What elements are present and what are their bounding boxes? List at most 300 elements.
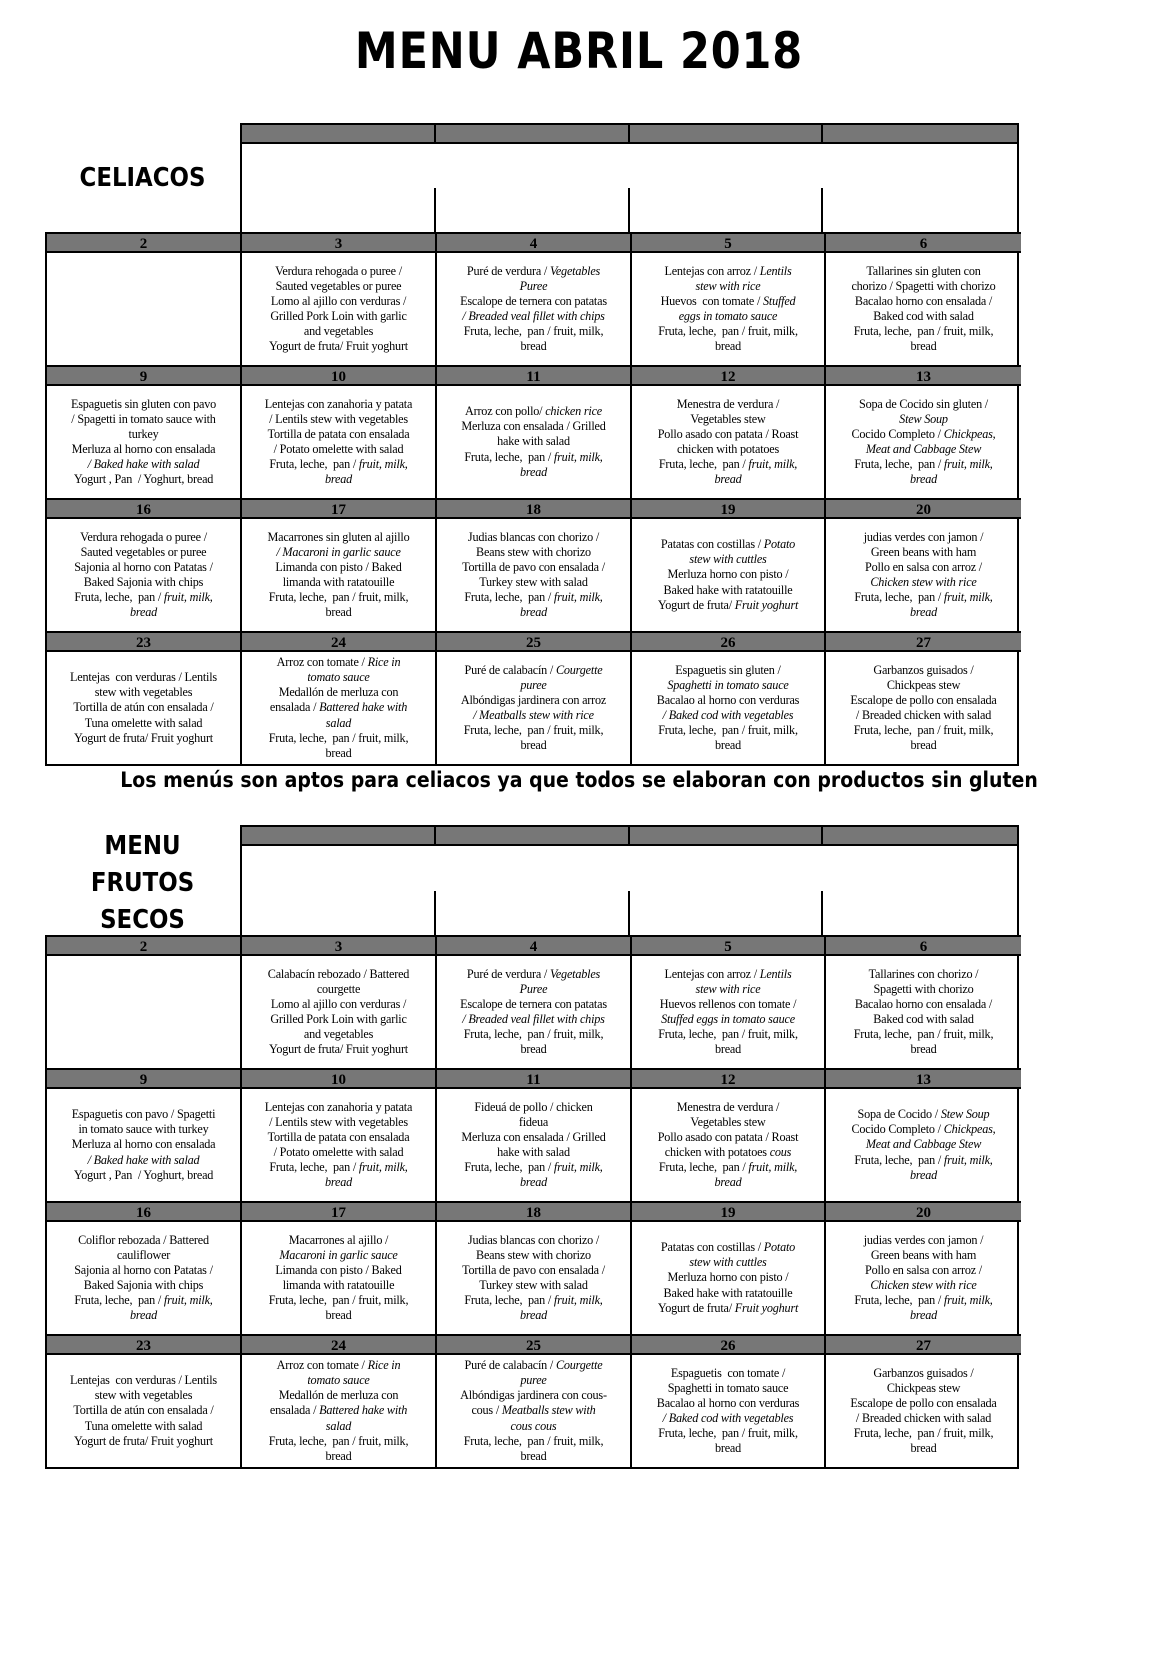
menu-line: Merluza al horno con ensalada bbox=[71, 442, 216, 456]
menu-line: Escalope de pollo con ensalada bbox=[850, 692, 997, 707]
menu-line: bread bbox=[910, 1308, 937, 1323]
day-number: 9 bbox=[47, 1068, 242, 1089]
menu-line: / Macaroni in garlic sauce bbox=[276, 544, 401, 559]
menu-line: Baked Sajonia with chips bbox=[83, 1278, 204, 1292]
menu-line: bread bbox=[910, 1042, 937, 1057]
menu-line: Espaguetis con tomate / bbox=[670, 1365, 786, 1380]
day-number: 6 bbox=[826, 935, 1021, 956]
menu-line: fideua bbox=[518, 1114, 549, 1129]
menu-line: Sauted vegetables or puree bbox=[80, 544, 207, 559]
menu-line: bread bbox=[910, 605, 937, 620]
menu-line: bread bbox=[520, 464, 547, 479]
day-number: 11 bbox=[437, 365, 632, 386]
menu-cell bbox=[826, 519, 1021, 631]
menu-line: Yogurt de fruta/ Fruit yoghurt bbox=[268, 1042, 408, 1057]
menu-line: Vegetables stew bbox=[690, 1114, 766, 1129]
menu-line: Puree bbox=[519, 981, 548, 996]
menu-line: and vegetables bbox=[303, 1027, 374, 1042]
menu-line: bread bbox=[130, 1308, 157, 1323]
menu-cell bbox=[47, 652, 242, 764]
menu-cell bbox=[242, 386, 437, 498]
menu-cell bbox=[437, 253, 632, 365]
week-row bbox=[47, 935, 1017, 1068]
menu-line: Fruta, leche, pan / fruit, milk, bbox=[853, 1426, 994, 1441]
menu-line: salad bbox=[325, 715, 352, 730]
menu-line: Spagetti with chorizo bbox=[873, 981, 974, 996]
menu-line: Yogurt de fruta/ Fruit yoghurt bbox=[268, 339, 408, 354]
menu-line: Albóndigas jardinera con arroz bbox=[460, 692, 607, 707]
menu-line: Espaguetis sin gluten con pavo bbox=[71, 396, 216, 411]
menu-line: Fruta, leche, pan / fruit, milk, bbox=[74, 590, 213, 605]
menu-line: Medallón de merluza con bbox=[278, 1388, 399, 1403]
menu-line: Meat and Cabbage Stew bbox=[865, 442, 982, 456]
menu-line: Coliflor rebozada / Battered bbox=[78, 1232, 209, 1247]
menu-line: Lomo al ajillo con verduras / bbox=[270, 996, 407, 1011]
menu-cell bbox=[826, 1355, 1021, 1467]
day-number: 5 bbox=[632, 232, 826, 253]
menu-line: Sajonia al horno con Patatas / bbox=[74, 559, 213, 574]
menu-cell bbox=[437, 652, 632, 764]
menu-line: Macarrones sin gluten al ajillo bbox=[267, 529, 410, 544]
menu-cell bbox=[632, 652, 826, 764]
menu-cell bbox=[437, 386, 632, 498]
menu-line: Fruta, leche, pan / fruit, milk, bbox=[854, 1152, 993, 1167]
menu-line: Bacalao horno con ensalada / bbox=[854, 293, 993, 308]
menu-line: Lentejas con arroz / Lentils bbox=[664, 263, 792, 278]
menu-cell bbox=[826, 652, 1021, 764]
menu-line: Fruta, leche, pan / fruit, milk, bbox=[268, 730, 409, 745]
menu-line: / Potato omelette with salad bbox=[273, 1145, 404, 1159]
menu-line: cous cous bbox=[510, 1418, 557, 1433]
menu-line: Merluza al horno con ensalada bbox=[71, 1137, 216, 1152]
menu-line: Baked cod with salad bbox=[873, 309, 974, 323]
menu-line: Pollo en salsa con arroz / bbox=[865, 559, 982, 574]
menu-cell bbox=[632, 1222, 826, 1334]
menu-line: Chicken stew with rice bbox=[870, 575, 977, 589]
menu-line: Grilled Pork Loin with garlic bbox=[270, 1012, 407, 1026]
menu-line: bread bbox=[714, 1042, 742, 1057]
menu-line: bread bbox=[910, 1441, 937, 1456]
menu-line: Beans stew with chorizo bbox=[476, 1247, 591, 1262]
menu-cell bbox=[632, 1355, 826, 1467]
menu-line: / Breaded chicken with salad bbox=[855, 1411, 992, 1425]
menu-cell bbox=[632, 956, 826, 1068]
menu-line: hake with salad bbox=[497, 434, 570, 449]
menu-line: Yogurt , Pan / Yoghurt, bread bbox=[73, 1167, 214, 1182]
menu-line: Yogurt de fruta/ Fruit yoghurt bbox=[73, 1433, 213, 1448]
menu-cell bbox=[632, 1089, 826, 1201]
menu-line: limanda with ratatouille bbox=[282, 575, 395, 589]
menu-line: judias verdes con jamon / bbox=[863, 1232, 984, 1247]
menu-line: Fruta, leche, pan / fruit, milk, bbox=[853, 324, 994, 339]
day-number: 20 bbox=[826, 498, 1021, 519]
day-number: 12 bbox=[632, 365, 826, 386]
menu-line: stew with cuttles bbox=[689, 1255, 767, 1270]
menu-line: Espaguetis con pavo / Spagetti bbox=[71, 1107, 216, 1122]
menu-line: bread bbox=[325, 472, 352, 487]
day-number: 17 bbox=[242, 1201, 437, 1222]
day-number: 13 bbox=[826, 365, 1021, 386]
menu-line: salad bbox=[325, 1418, 352, 1433]
day-number: 6 bbox=[826, 232, 1021, 253]
menu-line: Sauted vegetables or puree bbox=[275, 278, 402, 293]
menu-line: stew with vegetables bbox=[94, 1388, 193, 1403]
menu-line: bread bbox=[325, 605, 352, 620]
menu-line: Puré de calabacín / Courgette bbox=[464, 662, 603, 677]
menu-line: Baked Sajonia with chips bbox=[83, 575, 204, 589]
menu-line: Baked cod with salad bbox=[873, 1012, 974, 1026]
menu-line: bread bbox=[714, 1175, 742, 1190]
menu-line: Fruta, leche, pan / fruit, milk, bbox=[464, 1293, 603, 1308]
menu-line: Tortilla de patata con ensalada bbox=[267, 426, 410, 441]
day-number: 23 bbox=[47, 1334, 242, 1355]
menu-line: / Potato omelette with salad bbox=[273, 442, 404, 456]
menu-line: bread bbox=[520, 1175, 547, 1190]
menu-line: Sopa de Cocido / Stew Soup bbox=[857, 1107, 990, 1122]
week-row bbox=[47, 232, 1017, 365]
menu-line: Menestra de verdura / bbox=[676, 396, 780, 411]
menu-line: Arroz con tomate / Rice in bbox=[276, 655, 401, 670]
menu-line: Tortilla de atún con ensalada / bbox=[73, 1403, 214, 1418]
day-number: 10 bbox=[242, 365, 437, 386]
menu-line: Lomo al ajillo con verduras / bbox=[270, 293, 407, 308]
menu-line: Turkey stew with salad bbox=[479, 575, 588, 589]
menu-line: Sajonia al horno con Patatas / bbox=[74, 1262, 213, 1277]
menu-line: / Breaded veal fillet with chips bbox=[462, 1012, 605, 1026]
menu-line: bread bbox=[910, 472, 937, 487]
menu-line: Puree bbox=[519, 278, 548, 293]
day-number: 27 bbox=[826, 631, 1021, 652]
day-number: 23 bbox=[47, 631, 242, 652]
menu-line: Tortilla de pavo con ensalada / bbox=[462, 1262, 605, 1277]
menu-line: Chickpeas stew bbox=[886, 1380, 961, 1395]
menu-cell bbox=[242, 956, 437, 1068]
menu-line: Yogurt de fruta/ Fruit yoghurt bbox=[73, 730, 213, 745]
menu-line: Tuna omelette with salad bbox=[84, 715, 203, 730]
menu-line: Vegetables stew bbox=[690, 411, 766, 426]
menu-line: Cocido Completo / Chickpeas, bbox=[851, 1122, 996, 1137]
menu-line: stew with rice bbox=[695, 278, 761, 293]
menu-line: Merluza con ensalada / Grilled bbox=[461, 1129, 606, 1144]
menu-line: Merluza con ensalada / Grilled bbox=[461, 419, 606, 434]
menu-line: Judias blancas con chorizo / bbox=[467, 1232, 600, 1247]
menu-line: bread bbox=[325, 1448, 352, 1463]
menu-line: chicken with potatoes cous bbox=[664, 1145, 792, 1159]
menu-cell bbox=[47, 1355, 242, 1467]
day-number: 13 bbox=[826, 1068, 1021, 1089]
menu-cell bbox=[437, 1355, 632, 1467]
day-number: 16 bbox=[47, 1201, 242, 1222]
menu-line: Green beans with ham bbox=[870, 1247, 977, 1262]
menu-line: Baked hake with ratatouille bbox=[663, 582, 793, 597]
menu-line: Garbanzos guisados / bbox=[873, 662, 974, 677]
menu-line: bread bbox=[130, 605, 157, 620]
menu-line: Patatas con costillas / Potato bbox=[660, 537, 796, 552]
menu-line: Chickpeas stew bbox=[886, 677, 961, 692]
menu-line: Fruta, leche, pan / fruit, milk, bbox=[74, 1293, 213, 1308]
menu-line: Lentejas con verduras / Lentils bbox=[70, 1373, 217, 1388]
menu-table-celiacos bbox=[45, 232, 1019, 766]
menu-line: bread bbox=[714, 738, 742, 753]
menu-line: bread bbox=[325, 1175, 352, 1190]
menu-line: Fruta, leche, pan / fruit, milk, bbox=[658, 1426, 798, 1441]
menu-line: Lentejas con zanahoria y patata bbox=[264, 1099, 413, 1114]
menu-line: Cocido Completo / Chickpeas, bbox=[851, 426, 996, 441]
menu-table-frutos-secos bbox=[45, 935, 1019, 1469]
menu-line: Arroz con tomate / Rice in bbox=[276, 1358, 401, 1373]
day-number: 19 bbox=[632, 1201, 826, 1222]
menu-line: bread bbox=[520, 1448, 547, 1463]
footer-note: Los menús son aptos para celiacos ya que todos se elaboran con productos sin gluten bbox=[120, 768, 1038, 792]
menu-line: Lentejas con arroz / Lentils bbox=[664, 966, 792, 981]
menu-line: / Lentils stew with vegetables bbox=[269, 411, 408, 426]
menu-line: Fruta, leche, pan / fruit, milk, bbox=[463, 1027, 604, 1042]
day-number: 25 bbox=[437, 631, 632, 652]
menu-line: Fruta, leche, pan / fruit, milk, bbox=[658, 457, 798, 472]
menu-line: Tortilla de atún con ensalada / bbox=[73, 700, 214, 715]
menu-line: Puré de calabacín / Courgette bbox=[464, 1358, 603, 1373]
menu-line: Escalope de pollo con ensalada bbox=[850, 1395, 997, 1410]
menu-cell bbox=[242, 1089, 437, 1201]
menu-line: Spaghetti in tomato sauce bbox=[667, 677, 789, 692]
menu-line: Fruta, leche, pan / fruit, milk, bbox=[658, 324, 798, 339]
menu-line: Bacalao al horno con verduras bbox=[656, 1395, 800, 1410]
menu-line: Limanda con pisto / Baked bbox=[275, 559, 402, 574]
menu-line: Judias blancas con chorizo / bbox=[467, 529, 600, 544]
menu-line: Albóndigas jardinera con cous- bbox=[460, 1388, 607, 1403]
menu-line: Lentejas con verduras / Lentils bbox=[70, 670, 217, 685]
menu-line: Tallarines con chorizo / bbox=[868, 966, 979, 981]
menu-line: turkey bbox=[128, 426, 159, 441]
menu-line: stew with vegetables bbox=[94, 685, 193, 700]
menu-line: Macarrones al ajillo / bbox=[288, 1232, 389, 1247]
day-number: 12 bbox=[632, 1068, 826, 1089]
menu-line: Fruta, leche, pan / fruit, milk, bbox=[853, 1027, 994, 1042]
day-number: 3 bbox=[242, 232, 437, 253]
day-number: 16 bbox=[47, 498, 242, 519]
day-number: 20 bbox=[826, 1201, 1021, 1222]
menu-cell bbox=[47, 1089, 242, 1201]
menu-line: Pollo en salsa con arroz / bbox=[865, 1262, 982, 1277]
menu-line: ensalada / Battered hake with bbox=[269, 1403, 408, 1418]
menu-line: Turkey stew with salad bbox=[479, 1278, 588, 1292]
menu-line: Verdura rehogada o puree / bbox=[275, 263, 402, 278]
menu-line: stew with cuttles bbox=[689, 552, 767, 567]
menu-line: / Breaded chicken with salad bbox=[855, 708, 992, 722]
menu-line: Baked hake with ratatouille bbox=[663, 1285, 793, 1300]
menu-cell bbox=[437, 519, 632, 631]
menu-line: / Baked hake with salad bbox=[87, 457, 200, 472]
day-number: 4 bbox=[437, 935, 632, 956]
menu-cell bbox=[826, 386, 1021, 498]
week-row bbox=[47, 1334, 1017, 1467]
menu-line: Fruta, leche, pan / fruit, milk, bbox=[854, 1293, 993, 1308]
menu-line: courgette bbox=[316, 981, 361, 996]
menu-line: Menestra de verdura / bbox=[676, 1099, 780, 1114]
day-number: 5 bbox=[632, 935, 826, 956]
menu-line: tomato sauce bbox=[307, 670, 370, 685]
week-row bbox=[47, 365, 1017, 498]
menu-line: / Baked cod with vegetables bbox=[662, 708, 794, 722]
menu-cell bbox=[47, 519, 242, 631]
menu-line: Escalope de ternera con patatas bbox=[460, 293, 607, 308]
menu-line: Spaghetti in tomato sauce bbox=[667, 1380, 789, 1395]
header-blank-row bbox=[240, 123, 1019, 234]
menu-line: Tuna omelette with salad bbox=[84, 1418, 203, 1433]
menu-line: Arroz con pollo/ chicken rice bbox=[464, 404, 602, 419]
menu-line: in tomato sauce with turkey bbox=[78, 1122, 209, 1137]
menu-line: hake with salad bbox=[497, 1145, 570, 1159]
week-row bbox=[47, 1201, 1017, 1334]
menu-line: Merluza horno con pisto / bbox=[667, 1270, 789, 1285]
menu-cell bbox=[826, 956, 1021, 1068]
menu-cell bbox=[47, 253, 242, 365]
menu-line: Fruta, leche, pan / fruit, milk, bbox=[854, 590, 993, 605]
menu-cell bbox=[242, 1222, 437, 1334]
menu-line: Green beans with ham bbox=[870, 544, 977, 559]
menu-line: Sopa de Cocido sin gluten / bbox=[859, 396, 988, 411]
menu-line: Fruta, leche, pan / fruit, milk, bbox=[269, 1160, 408, 1175]
day-number: 10 bbox=[242, 1068, 437, 1089]
day-number: 24 bbox=[242, 631, 437, 652]
menu-line: Garbanzos guisados / bbox=[873, 1365, 974, 1380]
day-number: 18 bbox=[437, 1201, 632, 1222]
day-number: 26 bbox=[632, 1334, 826, 1355]
menu-line: limanda with ratatouille bbox=[282, 1278, 395, 1292]
day-number: 24 bbox=[242, 1334, 437, 1355]
menu-line: Tallarines sin gluten con bbox=[866, 263, 981, 278]
menu-cell bbox=[47, 386, 242, 498]
menu-line: bread bbox=[714, 339, 742, 354]
menu-line: chorizo / Spagetti with chorizo bbox=[851, 278, 996, 293]
menu-line: Meat and Cabbage Stew bbox=[865, 1137, 982, 1152]
page-title: MENU ABRIL 2018 bbox=[354, 22, 804, 80]
menu-line: Pollo asado con patata / Roast bbox=[657, 1129, 799, 1144]
menu-line: bread bbox=[520, 1308, 547, 1323]
menu-line: cauliflower bbox=[116, 1247, 171, 1262]
menu-line: Fruta, leche, pan / fruit, milk, bbox=[658, 1160, 798, 1175]
menu-label-celiacos: CELIACOS bbox=[79, 163, 206, 193]
menu-line: / Breaded veal fillet with chips bbox=[462, 309, 605, 323]
menu-cell bbox=[242, 1355, 437, 1467]
menu-line: Puré de verdura / Vegetables bbox=[466, 966, 601, 981]
menu-line: cous / Meatballs stew with bbox=[471, 1403, 596, 1418]
menu-line: Lentejas con zanahoria y patata bbox=[264, 396, 413, 411]
menu-line: Fruta, leche, pan / fruit, milk, bbox=[658, 1027, 798, 1042]
menu-cell bbox=[826, 1089, 1021, 1201]
menu-line: Fruta, leche, pan / fruit, milk, bbox=[269, 457, 408, 472]
menu-line: Tortilla de patata con ensalada bbox=[267, 1129, 410, 1144]
menu-cell bbox=[242, 519, 437, 631]
day-number: 3 bbox=[242, 935, 437, 956]
menu-line: bread bbox=[910, 1167, 937, 1182]
day-number: 17 bbox=[242, 498, 437, 519]
day-number: 2 bbox=[47, 935, 242, 956]
menu-line: Huevos rellenos con tomate / bbox=[659, 996, 797, 1011]
menu-line: Limanda con pisto / Baked bbox=[275, 1262, 402, 1277]
menu-line: Stuffed eggs in tomato sauce bbox=[661, 1012, 795, 1026]
menu-line: Yogurt de fruta/ Fruit yoghurt bbox=[657, 1300, 799, 1315]
menu-line: bread bbox=[910, 339, 937, 354]
menu-line: Yogurt de fruta/ Fruit yoghurt bbox=[657, 597, 799, 612]
menu-line: Merluza horno con pisto / bbox=[667, 567, 789, 582]
menu-line: Fruta, leche, pan / fruit, milk, bbox=[268, 1433, 409, 1448]
menu-line: Macaroni in garlic sauce bbox=[279, 1247, 398, 1262]
menu-cell bbox=[826, 1222, 1021, 1334]
menu-cell bbox=[437, 1089, 632, 1201]
menu-cell bbox=[632, 519, 826, 631]
menu-label-frutos-secos: MENU FRUTOS SECOS bbox=[90, 831, 195, 935]
menu-line: / Baked cod with vegetables bbox=[662, 1411, 794, 1425]
menu-line: Fruta, leche, pan / fruit, milk, bbox=[268, 590, 409, 605]
menu-line: Fruta, leche, pan / fruit, milk, bbox=[463, 723, 604, 738]
menu-line: bread bbox=[714, 472, 742, 487]
menu-line: bread bbox=[714, 1441, 742, 1456]
week-row bbox=[47, 631, 1017, 764]
menu-line: Huevos con tomate / Stuffed bbox=[660, 293, 796, 308]
day-number: 9 bbox=[47, 365, 242, 386]
menu-cell bbox=[437, 1222, 632, 1334]
day-number: 19 bbox=[632, 498, 826, 519]
menu-cell bbox=[47, 1222, 242, 1334]
menu-line: bread bbox=[520, 738, 547, 753]
menu-line: bread bbox=[325, 745, 352, 760]
menu-line: Tortilla de pavo con ensalada / bbox=[462, 559, 605, 574]
menu-line: Fruta, leche, pan / fruit, milk, bbox=[268, 1293, 409, 1308]
menu-line: Espaguetis sin gluten / bbox=[675, 662, 781, 677]
menu-line: bread bbox=[520, 1042, 547, 1057]
menu-line: Fruta, leche, pan / fruit, milk, bbox=[464, 590, 603, 605]
week-row bbox=[47, 498, 1017, 631]
menu-line: Patatas con costillas / Potato bbox=[660, 1240, 796, 1255]
menu-line: Fruta, leche, pan / fruit, milk, bbox=[853, 723, 994, 738]
week-row bbox=[47, 1068, 1017, 1201]
menu-line: Fruta, leche, pan / fruit, milk, bbox=[854, 457, 993, 472]
menu-line: bread bbox=[325, 1308, 352, 1323]
menu-line: Escalope de ternera con patatas bbox=[460, 996, 607, 1011]
day-number: 27 bbox=[826, 1334, 1021, 1355]
menu-cell bbox=[242, 652, 437, 764]
menu-line: Pollo asado con patata / Roast bbox=[657, 426, 799, 441]
menu-line: / Lentils stew with vegetables bbox=[269, 1114, 408, 1129]
menu-line: Grilled Pork Loin with garlic bbox=[270, 309, 407, 323]
day-number: 4 bbox=[437, 232, 632, 253]
menu-cell bbox=[632, 253, 826, 365]
menu-cell bbox=[437, 956, 632, 1068]
day-number: 26 bbox=[632, 631, 826, 652]
menu-line: Calabacín rebozado / Battered bbox=[267, 966, 410, 981]
menu-cell bbox=[826, 253, 1021, 365]
menu-line: Stew Soup bbox=[899, 411, 948, 426]
menu-line: Chicken stew with rice bbox=[870, 1278, 977, 1292]
menu-line: eggs in tomato sauce bbox=[678, 309, 778, 323]
menu-line: Verdura rehogada o puree / bbox=[80, 529, 207, 544]
menu-line: Bacalao horno con ensalada / bbox=[854, 996, 993, 1011]
menu-line: Fruta, leche, pan / fruit, milk, bbox=[463, 324, 604, 339]
menu-line: Fruta, leche, pan / fruit, milk, bbox=[464, 449, 603, 464]
menu-line: bread bbox=[520, 339, 547, 354]
menu-line: Puré de verdura / Vegetables bbox=[466, 263, 601, 278]
menu-line: chicken with potatoes bbox=[676, 442, 780, 456]
day-number: 18 bbox=[437, 498, 632, 519]
day-number: 25 bbox=[437, 1334, 632, 1355]
menu-line: Fruta, leche, pan / fruit, milk, bbox=[658, 723, 798, 738]
menu-line: judias verdes con jamon / bbox=[863, 529, 984, 544]
menu-line: ensalada / Battered hake with bbox=[269, 700, 408, 715]
menu-line: / Meatballs stew with rice bbox=[473, 708, 594, 722]
menu-line: / Spagetti in tomato sauce with bbox=[71, 411, 216, 426]
menu-line: bread bbox=[520, 605, 547, 620]
